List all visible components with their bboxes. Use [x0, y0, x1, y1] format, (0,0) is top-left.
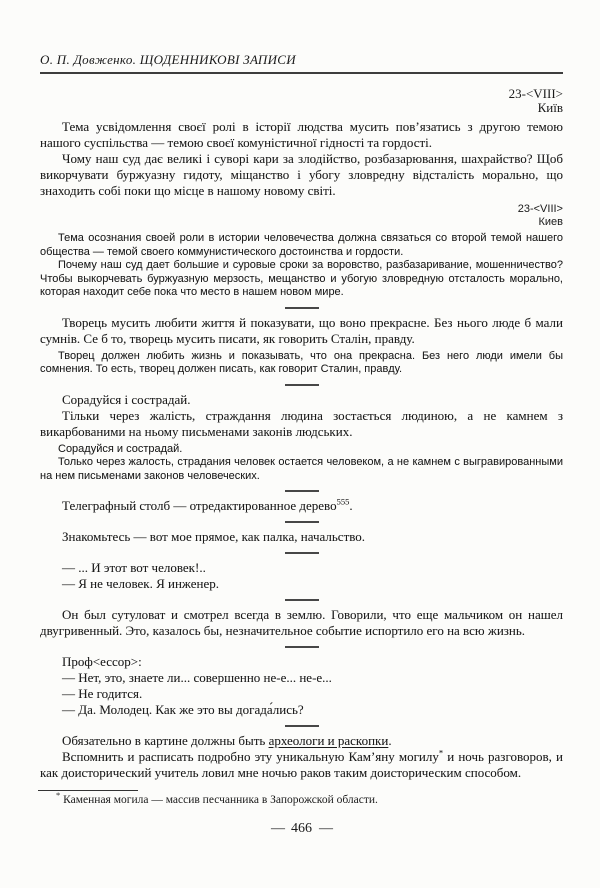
mound-text-after: и ночь разговоров, и как доисторический учитель ловил мне ночью раков таким доисторическим способом.	[40, 749, 563, 780]
dialog-line: — ... И этот вот человек!..	[62, 560, 206, 575]
paragraph-telegraph-pole	[40, 498, 563, 514]
paragraph-uk-theme: Тема усвідомлення своєї ролі в історії людства мусить пов’язатись з другою темою нашого суспільства — темою своєї комуністичної гідності та гордості.	[40, 119, 563, 150]
paragraph-archaeology	[40, 733, 563, 749]
footnote-reference: *	[438, 747, 444, 758]
dialog-line: — Нет, это, знаете ли... совершенно не-е... не-е...	[62, 670, 332, 685]
section-divider	[285, 552, 319, 554]
endnote-reference: 555	[336, 496, 350, 507]
dialog-line: — Не годится.	[62, 686, 143, 701]
translation-ru-theme: Тема осознания своей роли в истории человечества должна связаться со второй темой нашего общества — темой своего коммунистического достоинства и гордости.	[40, 232, 563, 258]
paragraph-professor-heading: Проф<ессор>:	[62, 654, 142, 669]
footnote-text: Каменная могила — массив песчанника в Запорожской области.	[60, 794, 378, 806]
section-divider	[285, 599, 319, 601]
translation-ru-compassion-line: Сорадуйся и сострадай.	[58, 442, 183, 455]
telegraph-period: .	[349, 498, 353, 513]
paragraph-uk-court: Чому наш суд дає великі і суворі кари за злодійство, розбазарювання, шахрайство? Щоб викорчувати буржуазну гидоту, міщанство і убогу зловредну відсталість морально, що знаходить собі поки що місце в нашому новому світі.	[40, 151, 563, 198]
running-header-title: О. П. Довженко. ЩОДЕННИКОВІ ЗАПИСИ	[40, 52, 296, 67]
entry-dateline-uk	[40, 87, 563, 115]
footnote-marker: *	[56, 790, 61, 801]
section-divider	[285, 384, 319, 386]
page-number-dash: —	[271, 821, 284, 836]
entry-dateline-ru	[40, 203, 563, 229]
mound-text-before: Вспомнить и расписать подробно эту уникальную Кам’яну могилу	[62, 749, 439, 764]
dialog-line: — Да. Молодец. Как же это вы догада́лись?	[62, 702, 304, 717]
footnote-rule	[38, 790, 138, 791]
archaeology-underlined-phrase: археологи и раскопки	[268, 733, 389, 748]
translation-ru-creator: Творец должен любить жизнь и показывать, что она прекрасна. Без него люди имели бы сомнения. То есть, творец должен писать, как говорит Сталин, правду.	[40, 349, 563, 375]
telegraph-text: Телеграфный столб — отредактированное дерево	[62, 498, 337, 513]
section-divider	[285, 646, 319, 648]
dialog-line: — Я не человек. Я инженер.	[62, 576, 219, 591]
page-number-value: 466	[291, 821, 312, 836]
page-number	[40, 821, 563, 837]
section-divider	[285, 307, 319, 309]
paragraph-stone-mound	[40, 749, 563, 781]
section-divider	[285, 521, 319, 523]
section-divider	[285, 490, 319, 492]
entry-city-ru: Киев	[538, 216, 563, 228]
footnote	[40, 790, 563, 807]
paragraph-stooped-man: Он был сутуловат и смотрел всегда в землю. Говорили, что еще мальчиком он нашел двугривенный. Это, казалось бы, незначительное событие испортило его на всю жизнь.	[40, 607, 563, 638]
paragraph-acquaint: Знакомьтесь — вот мое прямое, как палка, начальство.	[62, 529, 366, 544]
archaeology-suffix: .	[388, 733, 392, 748]
archaeology-prefix: Обязательно в картине должны быть	[62, 733, 269, 748]
page-number-dash: —	[319, 821, 332, 836]
entry-city-uk: Київ	[537, 100, 563, 115]
entry-date-ru: 23-<VIII>	[517, 203, 563, 215]
translation-ru-compassion: Только через жалость, страдания человек остается человеком, а не камнем с выгравированными на нем письменами законов человеческих.	[40, 456, 563, 482]
paragraph-uk-creator: Творець мусить любити життя й показувати, що воно прекрасне. Без нього люде б мали сумнів. Се б то, творець мусить писати, як говорить Сталін, правду.	[40, 314, 563, 346]
entry-date-uk: 23-<VIII>	[508, 86, 563, 101]
running-header	[40, 52, 563, 74]
paragraph-uk-compassion: Тільки через жалість, страждання людина зостається людиною, а не камнем з викарбованими на ньому письменами законів людських.	[40, 407, 563, 439]
section-divider	[285, 725, 319, 727]
translation-ru-court: Почему наш суд дает большие и суровые сроки за воровство, разбазаривание, мошенничество? Чтобы выкорчевать буржуазную мерзость, мещанство и убогую зловредную отсталость морально, которая находит себе пока что место в нашем новом мире.	[40, 259, 563, 298]
paragraph-uk-compassion-line: Сорадуйся і сострадай.	[62, 391, 191, 407]
